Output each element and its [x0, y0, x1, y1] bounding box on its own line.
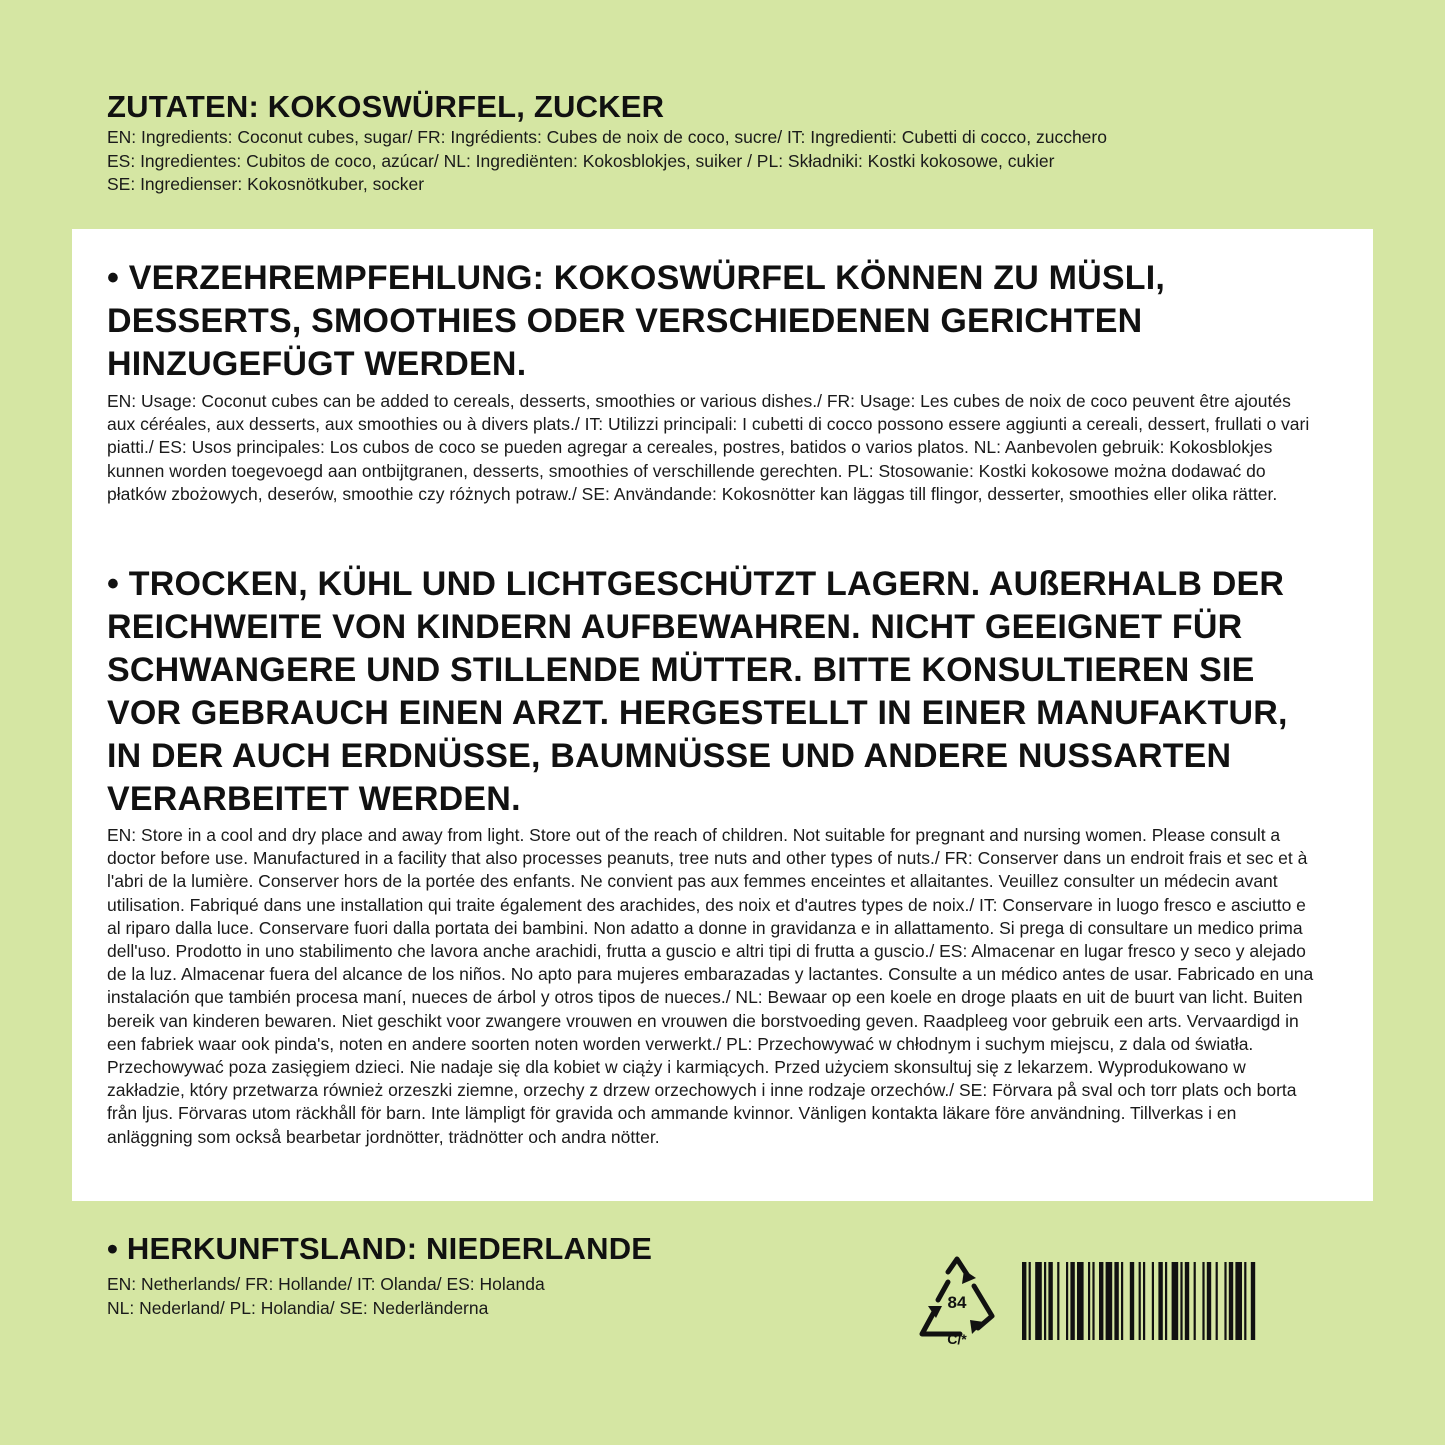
barcode-bar — [1139, 1262, 1141, 1340]
usage-translations: EN: Usage: Coconut cubes can be added to cereals, desserts, smoothies or various dishes./ FR: Usage: Les cubes de noix de coco peuvent être ajoutés aux céréales, aux desserts, aux smoothies ou à divers plats./ IT: Utilizzi principali: I cubetti di cocco possono essere aggiunti a cereali, dessert, frullati o vari piatti./ ES: Usos principales: Los cubos de coco se pueden agregar a cereales, postres, batidos o varios platos. NL: Aanbevolen gebruik: Kokosblokjes kunnen worden toegevoegd aan ontbijtgranen, desserts, smoothies of verschillende gerechten. PL: Stosowanie: Kostki kokosowe można dodawać do płatków zbożowych, deserów, smoothie czy różnych potraw./ SE: Användande: Kokosnötter kan läggas till flingor, desserter, smoothies eller olika rätter. — [107, 391, 1310, 504]
origin-heading: • HERKUNFTSLAND: NIEDERLANDE — [107, 1231, 653, 1266]
barcode-bar — [1044, 1262, 1046, 1340]
barcode-bar — [1077, 1262, 1084, 1340]
recycle-code: 84 — [947, 1293, 967, 1312]
storage-section — [107, 563, 1317, 1149]
barcode-icon — [1020, 1262, 1435, 1340]
ingredients-line: EN: Ingredients: Coconut cubes, sugar/ FR: Ingrédients: Cubes de noix de coco, sucre/ IT: Ingredienti: Cubetti di cocco, zucchero — [107, 127, 1107, 147]
barcode-bar — [1244, 1262, 1246, 1340]
barcode-bar — [1251, 1262, 1255, 1340]
info-panel — [72, 229, 1373, 1201]
barcode-bar — [1235, 1262, 1242, 1340]
usage-heading: • VERZEHREMPFEHLUNG: KOKOSWÜRFEL KÖNNEN ZU MÜSLI, DESSERTS, SMOOTHIES ODER VERSCHIEDENEN GERICHTEN HINZUGEFÜGT WERDEN. — [107, 259, 1166, 383]
barcode-bar — [1099, 1262, 1103, 1340]
barcode-bar — [1088, 1262, 1090, 1340]
recycle-label: C/* — [947, 1331, 967, 1346]
barcode-bar — [1066, 1262, 1068, 1340]
barcode-bar — [1194, 1262, 1196, 1340]
barcode-bar — [1224, 1262, 1226, 1340]
barcode-bar — [1202, 1262, 1204, 1340]
ingredients-line: ES: Ingredientes: Cubitos de coco, azúcar/ NL: Ingrediënten: Kokosblokjes, suiker / PL: Składniki: Kostki kokosowe, cukier — [107, 150, 1055, 171]
barcode-bar — [1152, 1262, 1154, 1340]
ingredients-heading: ZUTATEN: KOKOSWÜRFEL, ZUCKER — [107, 89, 665, 124]
barcode-bar — [1185, 1262, 1189, 1340]
barcode-bar — [1207, 1262, 1211, 1340]
barcode-bar — [1165, 1262, 1167, 1340]
barcode-bar — [1180, 1262, 1182, 1340]
ingredients-translations — [107, 126, 1367, 197]
barcode-bar — [1035, 1262, 1042, 1340]
origin-line: EN: Netherlands/ FR: Hollande/ IT: Olanda/ ES: Holanda — [107, 1274, 545, 1294]
usage-section — [107, 257, 1317, 506]
origin-translations — [107, 1273, 887, 1320]
barcode-bar — [1057, 1262, 1059, 1340]
barcode-bar — [1121, 1262, 1123, 1340]
origin-line: NL: Nederland/ PL: Holandia/ SE: Nederländerna — [107, 1297, 489, 1318]
storage-translations: EN: Store in a cool and dry place and away from light. Store out of the reach of children. Not suitable for pregnant and nursing women. Please consult a doctor before use. Manufactured in a facility that also processes peanuts, tree nuts and other types of nuts./ FR: Conserver dans un endroit frais et sec et à l'abri de la lumière. Conserver hors de la portée des enfants. Ne convient pas aux femmes enceintes et allaitantes. Veuillez consulter un médecin avant utilisation. Fabriqué dans une installation qui traite également des arachides, des noix et d'autres types de noix./ IT: Conservare in luogo fresco e asciutto e al riparo dalla luce. Conservare fuori dalla portata dei bambini. Non adatto a donne in gravidanza e in allattamento. Si prega di consultare un medico prima dell'uso. Prodotto in uno stabilimento che lavora anche arachidi, frutta a guscio e altri tipi di frutta a guscio./ ES: Almacenar en lugar fresco y seco y alejado de la luz. Almacenar fuera del alcance de los niños. No apto para mujeres embarazadas y lactantes. Consulte a un médico antes de usar. Fabricado en una instalación que también procesa maní, nueces de árbol y otros tipos de nueces./ NL: Bewaar op een koele en droge plaats en uit de buurt van licht. Buiten bereik van kinderen bewaren. Niet geschikt voor zwangere vrouwen en vrouwen die borstvoeding geven. Raadpleeg voor gebruik een arts. Vervaardigd in een fabriek waar ook pinda's, noten en andere soorten noten worden verwerkt./ PL: Przechowywać w chłodnym i suchym miejscu, z dala od światła. Przechowywać poza zasięgiem dzieci. Nie nadaje się dla kobiet w ciąży i karmiących. Przed użyciem skonsultuj się z lekarzem. Wyprodukowano w zakładzie, który przetwarza również orzeszki ziemne, orzechy z drzew orzechowych i inne rodzaje orzechów./ SE: Förvara på sval och torr plats och borta från ljus. Förvaras utom räckhåll för barn. Inte lämpligt för gravida och ammande kvinnor. Vänligen kontakta läkare före användning. Tillverkas i en anläggning som också bearbetar jordnötter, trädnötter och andra nötter. — [107, 825, 1314, 1147]
barcode-bar — [1022, 1262, 1026, 1340]
storage-heading: • TROCKEN, KÜHL UND LICHTGESCHÜTZT LAGERN. AUßERHALB DER REICHWEITE VON KINDERN AUFBEWAHREN. NICHT GEEIGNET FÜR SCHWANGERE UND STILLENDE MÜTTER. BITTE KONSULTIEREN SIE VOR GEBRAUCH EINEN ARZT. HERGESTELLT IN EINER MANUFAKTUR, IN DER AUCH ERDNÜSSE, BAUMNÜSSE UND ANDERE NUSSARTEN VERARBEITET WERDEN. — [107, 565, 1288, 818]
barcode-bar — [1158, 1262, 1162, 1340]
origin-section — [107, 1228, 887, 1320]
barcode-bar — [1048, 1262, 1052, 1340]
barcode-bar — [1029, 1262, 1031, 1340]
barcode-bar — [1106, 1262, 1113, 1340]
barcode-bar — [1143, 1262, 1145, 1340]
ingredients-section — [107, 88, 1367, 197]
barcode-bar — [1229, 1262, 1233, 1340]
recycle-triangle-icon — [912, 1256, 1002, 1346]
barcode-bar — [1070, 1262, 1074, 1340]
barcode-bar — [1216, 1262, 1218, 1340]
barcode-bar — [1130, 1262, 1134, 1340]
barcode-bar — [1172, 1262, 1179, 1340]
barcode-bar — [1114, 1262, 1118, 1340]
barcode-bar — [1092, 1262, 1094, 1340]
ingredients-line: SE: Ingredienser: Kokosnötkuber, socker — [107, 174, 425, 194]
